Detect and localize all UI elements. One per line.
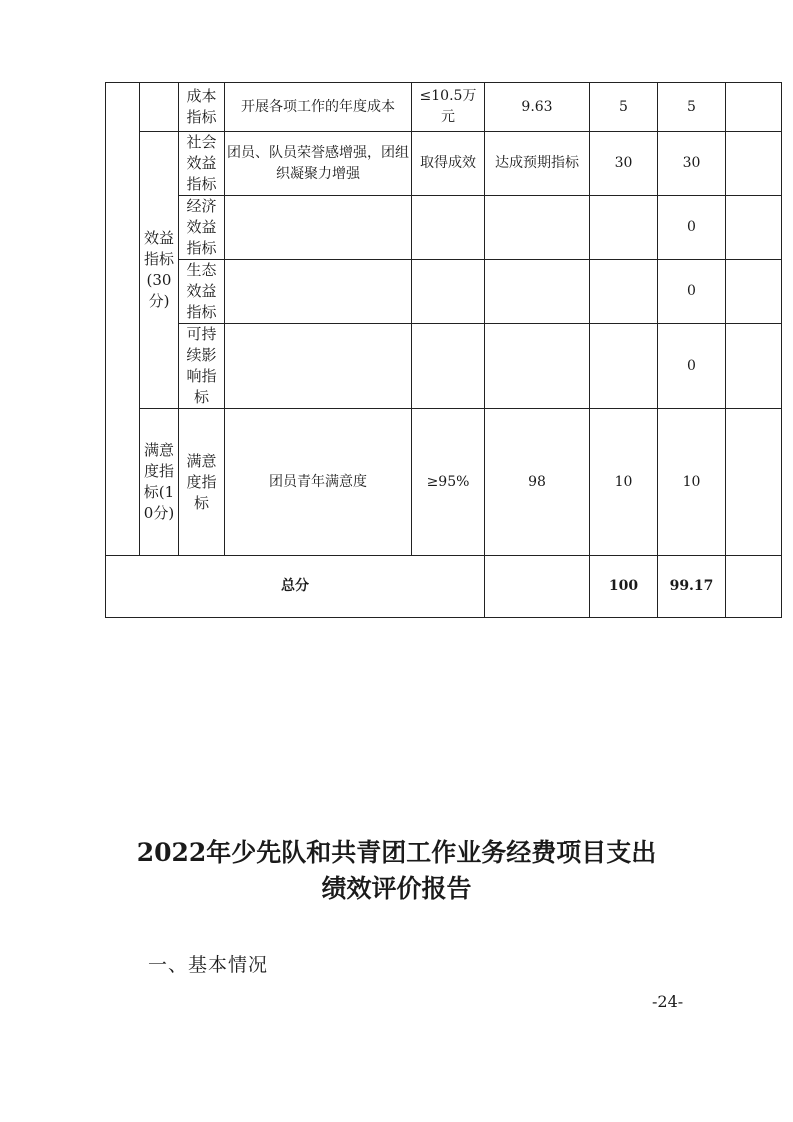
sustainable-indicator <box>225 324 412 409</box>
ecological-actual <box>485 260 590 324</box>
table-row-sustainable <box>106 324 782 409</box>
social-indicator: 团员、队员荣誉感增强，团组织凝聚力增强 <box>225 132 412 196</box>
ecological-target <box>412 260 485 324</box>
total-weight: 100 <box>590 556 658 618</box>
social-score: 30 <box>658 132 726 196</box>
satisfaction-score: 10 <box>658 409 726 556</box>
sustainable-subcategory: 可持续影响指标 <box>179 324 225 409</box>
outer-category-cell <box>106 83 140 556</box>
cost-actual: 9.63 <box>485 83 590 132</box>
table-row-social <box>106 132 782 196</box>
table-row-total <box>106 556 782 618</box>
satisfaction-category: 满意度指标(10分) <box>140 409 179 556</box>
table-row-cost <box>106 83 782 132</box>
ecological-indicator <box>225 260 412 324</box>
satisfaction-indicator: 团员青年满意度 <box>225 409 412 556</box>
report-title <box>0 835 793 907</box>
social-weight: 30 <box>590 132 658 196</box>
ecological-subcategory: 生态效益指标 <box>179 260 225 324</box>
total-score: 99.17 <box>658 556 726 618</box>
cost-note <box>726 83 782 132</box>
ecological-weight <box>590 260 658 324</box>
sustainable-weight <box>590 324 658 409</box>
sustainable-actual <box>485 324 590 409</box>
cost-indicator: 开展各项工作的年度成本 <box>225 83 412 132</box>
economic-weight <box>590 196 658 260</box>
social-note <box>726 132 782 196</box>
benefit-category: 效益指标(30分) <box>140 132 179 409</box>
page-number: -24- <box>652 992 684 1011</box>
cost-subcategory: 成本指标 <box>179 83 225 132</box>
economic-note <box>726 196 782 260</box>
satisfaction-subcategory: 满意度指标 <box>179 409 225 556</box>
sustainable-note <box>726 324 782 409</box>
satisfaction-note <box>726 409 782 556</box>
economic-target <box>412 196 485 260</box>
cost-target: ≤10.5万元 <box>412 83 485 132</box>
ecological-note <box>726 260 782 324</box>
cost-category-cell <box>140 83 179 132</box>
section-heading: 一、基本情况 <box>148 954 269 976</box>
table-row-satisfaction <box>106 409 782 556</box>
total-note-cell <box>726 556 782 618</box>
economic-subcategory: 经济效益指标 <box>179 196 225 260</box>
social-target: 取得成效 <box>412 132 485 196</box>
table-row-ecological <box>106 260 782 324</box>
social-subcategory: 社会效益指标 <box>179 132 225 196</box>
economic-score: 0 <box>658 196 726 260</box>
cost-weight: 5 <box>590 83 658 132</box>
total-label: 总分 <box>106 556 485 618</box>
satisfaction-actual: 98 <box>485 409 590 556</box>
performance-table <box>105 82 782 618</box>
sustainable-score: 0 <box>658 324 726 409</box>
economic-indicator <box>225 196 412 260</box>
table-row-economic <box>106 196 782 260</box>
report-title-line2: 绩效评价报告 <box>321 874 472 903</box>
satisfaction-target: ≥95% <box>412 409 485 556</box>
satisfaction-weight: 10 <box>590 409 658 556</box>
economic-actual <box>485 196 590 260</box>
report-title-line1: 2022年少先队和共青团工作业务经费项目支出 <box>136 838 657 867</box>
cost-score: 5 <box>658 83 726 132</box>
ecological-score: 0 <box>658 260 726 324</box>
sustainable-target <box>412 324 485 409</box>
total-empty-cell <box>485 556 590 618</box>
social-actual: 达成预期指标 <box>485 132 590 196</box>
